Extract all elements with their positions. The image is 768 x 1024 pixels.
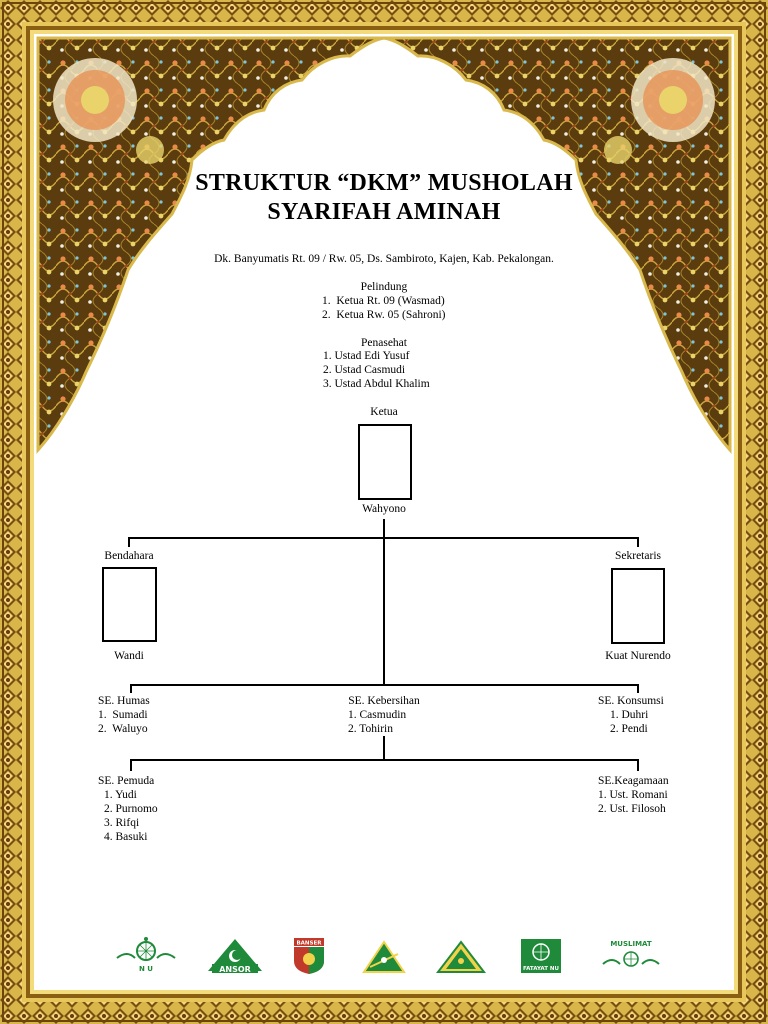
connector-vertical-lower bbox=[383, 736, 385, 760]
se-kebersihan-label: SE. Kebersihan bbox=[348, 695, 420, 707]
connector-drop-right bbox=[637, 537, 639, 547]
ippnu-logo bbox=[436, 940, 486, 974]
se-keagamaan-item: 1. Ust. Romani bbox=[598, 789, 668, 801]
ketua-photo-box bbox=[358, 424, 412, 500]
se-kebersihan-item: 2. Tohirin bbox=[348, 723, 393, 735]
banser-logo-text: BANSER bbox=[296, 940, 322, 947]
nu-logo bbox=[113, 936, 179, 974]
se-humas-item: 2. Waluyo bbox=[98, 723, 148, 735]
ansor-logo-text: ANSOR bbox=[219, 965, 251, 974]
bendahara-name: Wandi bbox=[114, 650, 144, 662]
connector-drop-humas bbox=[130, 684, 132, 693]
se-keagamaan-item: 2. Ust. Filosoh bbox=[598, 803, 666, 815]
connector-vertical bbox=[383, 519, 385, 685]
se-pemuda-item: 4. Basuki bbox=[104, 831, 148, 843]
bendahara-label: Bendahara bbox=[104, 550, 154, 562]
address: Dk. Banyumatis Rt. 09 / Rw. 05, Ds. Sambiroto, Kajen, Kab. Pekalongan. bbox=[214, 253, 554, 265]
se-humas-item: 1. Sumadi bbox=[98, 709, 148, 721]
ipnu-logo bbox=[362, 940, 406, 974]
muslimat-logo bbox=[600, 938, 662, 974]
fatayat-nu-logo-text: FATAYAT NU bbox=[522, 966, 560, 972]
se-kebersihan-item: 1. Casmudin bbox=[348, 709, 407, 721]
sekretaris-photo-box bbox=[611, 568, 665, 644]
pelindung-label: Pelindung bbox=[360, 281, 408, 293]
se-pemuda-item: 1. Yudi bbox=[104, 789, 137, 801]
pelindung-item: 1. Ketua Rt. 09 (Wasmad) bbox=[322, 295, 445, 307]
ansor-logo bbox=[206, 937, 264, 975]
connector-drop-keagamaan bbox=[637, 759, 639, 771]
document-title-line2: SYARIFAH AMINAH bbox=[267, 199, 501, 225]
se-konsumsi-label: SE. Konsumsi bbox=[598, 695, 664, 707]
nu-logo-text: N U bbox=[139, 965, 153, 973]
penasehat-label: Penasehat bbox=[361, 337, 407, 349]
connector-drop-left bbox=[128, 537, 130, 547]
connector-horizontal-middle bbox=[130, 684, 639, 686]
fatayat-nu-logo bbox=[520, 938, 562, 974]
connector-horizontal-top bbox=[128, 537, 639, 539]
connector-drop-pemuda bbox=[130, 759, 132, 771]
banser-logo bbox=[292, 937, 326, 975]
connector-horizontal-bottom bbox=[130, 759, 639, 761]
sekretaris-label: Sekretaris bbox=[615, 550, 661, 562]
sekretaris-name: Kuat Nurendo bbox=[605, 650, 671, 662]
se-pemuda-item: 2. Purnomo bbox=[104, 803, 158, 815]
ketua-name: Wahyono bbox=[362, 503, 406, 515]
penasehat-item: 2. Ustad Casmudi bbox=[323, 364, 406, 376]
se-konsumsi-item: 1. Duhri bbox=[610, 709, 649, 721]
ketua-label: Ketua bbox=[370, 406, 398, 418]
muslimat-logo-text: MUSLIMAT bbox=[610, 940, 652, 948]
se-pemuda-item: 3. Rifqi bbox=[104, 817, 140, 829]
penasehat-item: 1. Ustad Edi Yusuf bbox=[323, 350, 410, 362]
se-pemuda-label: SE. Pemuda bbox=[98, 775, 155, 787]
connector-drop-konsumsi bbox=[637, 684, 639, 693]
penasehat-item: 3. Ustad Abdul Khalim bbox=[323, 378, 430, 390]
se-humas-label: SE. Humas bbox=[98, 695, 150, 707]
document-title-line1: STRUKTUR “DKM” MUSHOLAH bbox=[195, 170, 573, 196]
pelindung-item: 2. Ketua Rw. 05 (Sahroni) bbox=[322, 309, 446, 321]
se-konsumsi-item: 2. Pendi bbox=[610, 723, 648, 735]
se-keagamaan-label: SE.Keagamaan bbox=[598, 775, 669, 787]
bendahara-photo-box bbox=[102, 567, 157, 642]
